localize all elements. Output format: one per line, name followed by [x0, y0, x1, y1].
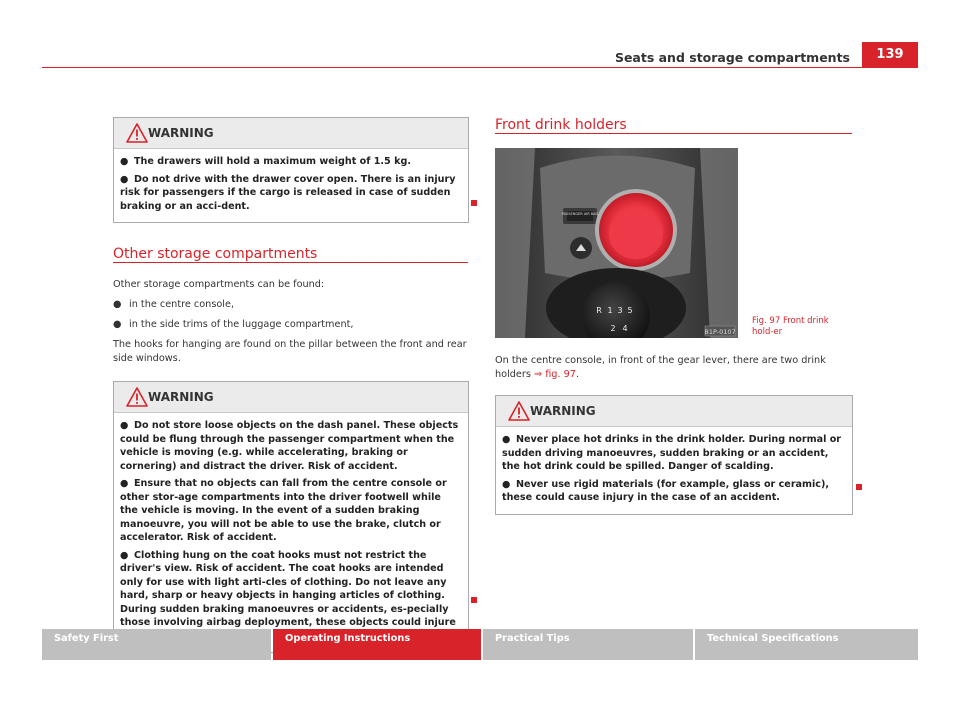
gear-label: 2: [610, 324, 616, 333]
bullet-icon: ●: [113, 319, 122, 330]
bullet-icon: ●: [120, 478, 129, 489]
gear-label: R: [596, 306, 602, 315]
bullet-icon: ●: [502, 478, 511, 490]
warning-label: WARNING: [530, 404, 596, 418]
warning-label: WARNING: [148, 390, 214, 404]
warning-triangle-icon: [508, 401, 530, 421]
list-item: ● in the side trims of the luggage compartment,: [113, 319, 354, 330]
warning-box-drawers: [113, 117, 469, 223]
page-number: 139: [862, 42, 918, 68]
warning-item: ● Ensure that no objects can fall from the centre console or other stor-age compartments into the driver footwell while the vehicle is moving. In the event of a sudden braking manoeuvre, you will not be able to use the brake, clutch or accelerator. Risk of accident.: [120, 478, 447, 543]
section-title-front-drink-holders: Front drink holders: [495, 117, 627, 133]
warning-body: [496, 427, 852, 514]
bullet-icon: ●: [120, 549, 129, 561]
bullet-icon: ●: [502, 434, 511, 445]
drink-holder-photo: [495, 148, 738, 338]
console-illustration: [495, 148, 738, 338]
bullet-icon: ●: [120, 420, 129, 431]
footer-tab-practical-tips[interactable]: Practical Tips: [483, 629, 693, 660]
warning-label: WARNING: [148, 126, 214, 140]
gear-label: 1: [607, 306, 613, 315]
section-end-mark: [856, 484, 862, 490]
warning-triangle-icon: [126, 387, 148, 407]
footer-tab-technical-specifications[interactable]: Technical Specifications: [695, 629, 918, 660]
section-title-rule: [113, 262, 468, 263]
intro-text: Other storage compartments can be found:: [113, 279, 325, 290]
hooks-note: The hooks for hanging are found on the pillar between the front and rear side windows.: [113, 339, 467, 364]
figure-link[interactable]: ⇒ fig. 97: [534, 369, 576, 380]
footer-tab-safety-first[interactable]: Safety First: [42, 629, 271, 660]
warning-item: ● Do not drive with the drawer cover open. There is an injury risk for passengers if the cargo is released in case of sudden braking or an acci-dent.: [120, 173, 456, 212]
warning-body: [114, 149, 468, 222]
warning-triangle-icon: [126, 123, 148, 143]
bullet-icon: ●: [113, 299, 122, 310]
bullet-icon: ●: [120, 173, 129, 185]
running-header-title: Seats and storage compartments: [614, 50, 850, 65]
warning-item: ● Do not store loose objects on the dash panel. These objects could be flung through the passenger compartment when the vehicle is moving (e.g. while accelerating, braking or cornering) and distract the driver. Risk of accident.: [120, 420, 459, 472]
section-title-other-storage: Other storage compartments: [113, 246, 318, 262]
list-item: ● in the centre console,: [113, 299, 235, 310]
section-end-mark: [471, 597, 477, 603]
other-storage-text: [113, 278, 469, 372]
warning-item: ● The drawers will hold a maximum weight of 1.5 kg.: [120, 156, 411, 167]
warning-item: ● Never use rigid materials (for example, glass or ceramic), these could cause injury in the case of an accident.: [502, 478, 830, 503]
footer-tab-operating-instructions[interactable]: Operating Instructions: [273, 629, 481, 660]
drink-holder-text: On the centre console, in front of the gear lever, there are two drink holders ⇒ fig. 97.: [495, 355, 826, 380]
warning-header: [114, 382, 468, 413]
warning-body: [114, 413, 468, 652]
section-end-mark: [471, 200, 477, 206]
section-title-rule: [495, 133, 852, 134]
warning-box-hot-drinks: [495, 395, 853, 515]
gear-label: 3: [617, 306, 623, 315]
warning-header: [114, 118, 468, 149]
warning-item: ● Never place hot drinks in the drink holder. During normal or sudden driving manoeuvres, sudden braking or an accident, the hot drink could be spilled. Danger of scalding.: [502, 434, 842, 472]
figure-caption: Fig. 97 Front drink hold-er: [752, 316, 829, 337]
warning-box-loose-objects: [113, 381, 469, 653]
warning-item: ● Clothing hung on the coat hooks must not restrict the driver's view. Risk of accident. The coat hooks are intended only for use with light arti-cles of clothing. Do not leave any hard, sharp or heavy objects in hanging articles of clothing. During sudden braking manoeuvres or accidents, es-pecially those involving airbag deployment, these objects could injure: [120, 549, 456, 628]
warning-header: [496, 396, 852, 427]
photo-code: B1P-0107: [704, 328, 736, 336]
gear-label: 4: [622, 324, 628, 333]
airbag-switch-label: PASSENGER AIR BAG: [561, 212, 599, 216]
gear-label: 5: [627, 306, 633, 315]
header-rule: [42, 67, 918, 68]
bullet-icon: ●: [120, 156, 129, 167]
